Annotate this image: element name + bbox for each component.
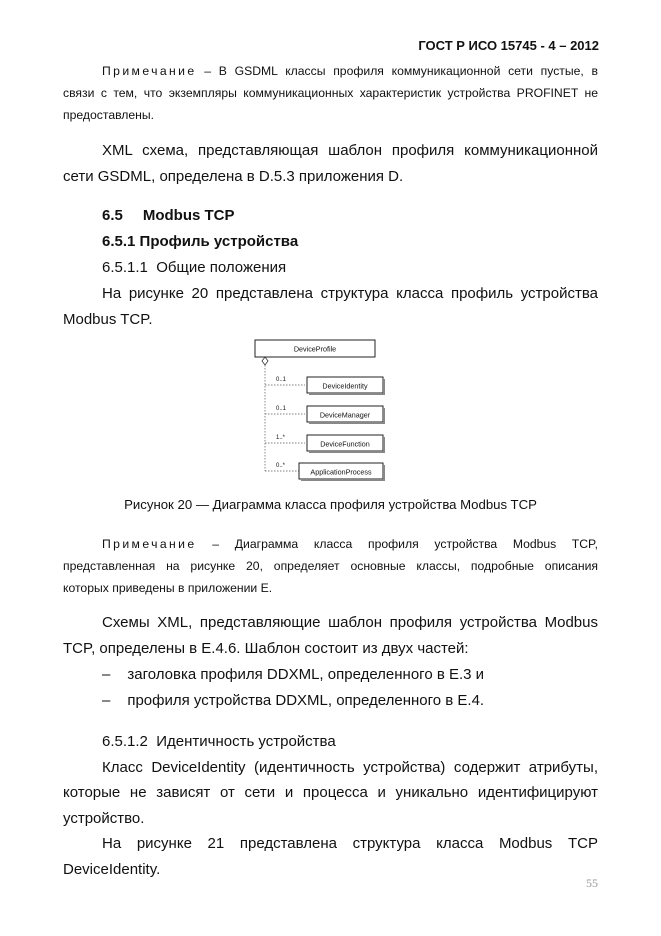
class-box-shadow (309, 422, 385, 424)
multiplicity-label: 0..1 (276, 377, 287, 383)
clause1-title: Общие положения (156, 259, 287, 276)
note2-line1-text: – Диаграмма класса профиля устройства Modbus TCP, (212, 537, 598, 551)
note2-line2: представленная на рисунке 20, определяет основные классы, подробные описания (63, 559, 598, 573)
note2-line3: которых приведены в приложении E. (63, 581, 273, 595)
document-header: ГОСТ Р ИСО 15745 - 4 – 2012 (418, 38, 599, 53)
para5-word: На (102, 835, 122, 852)
list-item-text: профиля устройства DDXML, определенного в E.4. (127, 692, 485, 709)
clause2-title: Идентичность устройства (156, 733, 336, 750)
para4-line2: которые не зависят от сети и процесса и уникально идентифицируют (63, 784, 598, 801)
aggregation-diamond-icon (262, 357, 268, 365)
page-number: 55 (586, 876, 598, 890)
note1-line2: связи с тем, что экземпляры коммуникационных характеристик устройства PROFINET не (63, 86, 598, 100)
class-name: DeviceManager (319, 410, 371, 420)
para3-line2: TCP, определены в E.4.6. Шаблон состоит из двух частей: (63, 640, 469, 657)
para5-line2: DeviceIdentity. (63, 861, 161, 878)
list-dash: – (102, 666, 111, 683)
class-box-shadow (309, 451, 385, 453)
section-heading (102, 203, 235, 229)
class-box-shadow (383, 465, 385, 481)
note1-line1 (102, 60, 598, 82)
multiplicity-label: 0..* (276, 463, 286, 469)
class-diagram (240, 338, 400, 488)
multiplicity-label: 0..1 (276, 406, 287, 412)
clause1-heading (102, 255, 286, 281)
list-item (102, 662, 484, 688)
class-box-shadow (383, 437, 385, 453)
clause1-number: 6.5.1.1 (102, 259, 148, 276)
para4-line1: Класс DeviceIdentity (идентичность устройства) содержит атрибуты, (102, 759, 598, 776)
para5-word: TCP (567, 835, 598, 852)
note1-label: Примечание (102, 64, 197, 78)
subsection-number: 6.5.1 (102, 233, 136, 250)
clause2-heading (102, 729, 336, 755)
class-box-shadow (383, 408, 385, 424)
section-number: 6.5 (102, 207, 123, 224)
clause2-number: 6.5.1.2 (102, 733, 148, 750)
para5-word: рисунке (136, 835, 192, 852)
class-name: DeviceIdentity (322, 381, 368, 391)
para5-line1 (102, 831, 598, 857)
class-name: ApplicationProcess (310, 467, 372, 477)
subsection-title: Профиль устройства (139, 233, 299, 250)
para2-line1: На рисунке 20 представлена структура класса профиль устройства (102, 285, 598, 302)
figure-caption: Рисунок 20 — Диаграмма класса профиля устройства Modbus TCP (124, 497, 537, 512)
multiplicity-label: 1..* (276, 435, 286, 441)
note2-line1 (102, 533, 598, 555)
class-box-shadow (301, 479, 385, 481)
note1-line3: предоставлены. (63, 108, 155, 122)
class-name: DeviceFunction (320, 439, 370, 449)
para1-line2: сети GSDML, определена в D.5.3 приложения D. (63, 168, 404, 185)
list-item-text: заголовка профиля DDXML, определенного в E.3 и (127, 666, 485, 683)
note2-label: Примечание (102, 537, 197, 551)
para5-word: структура (352, 835, 421, 852)
para5-word: представлена (239, 835, 337, 852)
class-box-shadow (309, 393, 385, 395)
para5-word: класса (436, 835, 484, 852)
subsection-heading (102, 229, 298, 255)
list-dash: – (102, 692, 111, 709)
para5-word: Modbus (498, 835, 553, 852)
para5-word: 21 (207, 835, 225, 852)
class-box-shadow (383, 379, 385, 395)
class-name-device-profile: DeviceProfile (293, 344, 337, 354)
note1-line1-text: – В GSDML классы профиля коммуникационной сети пустые, в (204, 64, 598, 78)
para3-line1: Схемы XML, представляющие шаблон профиля устройства Modbus (102, 614, 598, 631)
section-title: Modbus TCP (142, 207, 235, 224)
para1-line1: XML схема, представляющая шаблон профиля коммуникационной (102, 142, 598, 159)
para2-line2: Modbus TCP. (63, 311, 153, 328)
list-item (102, 688, 484, 714)
para4-line3: устройство. (63, 810, 145, 827)
